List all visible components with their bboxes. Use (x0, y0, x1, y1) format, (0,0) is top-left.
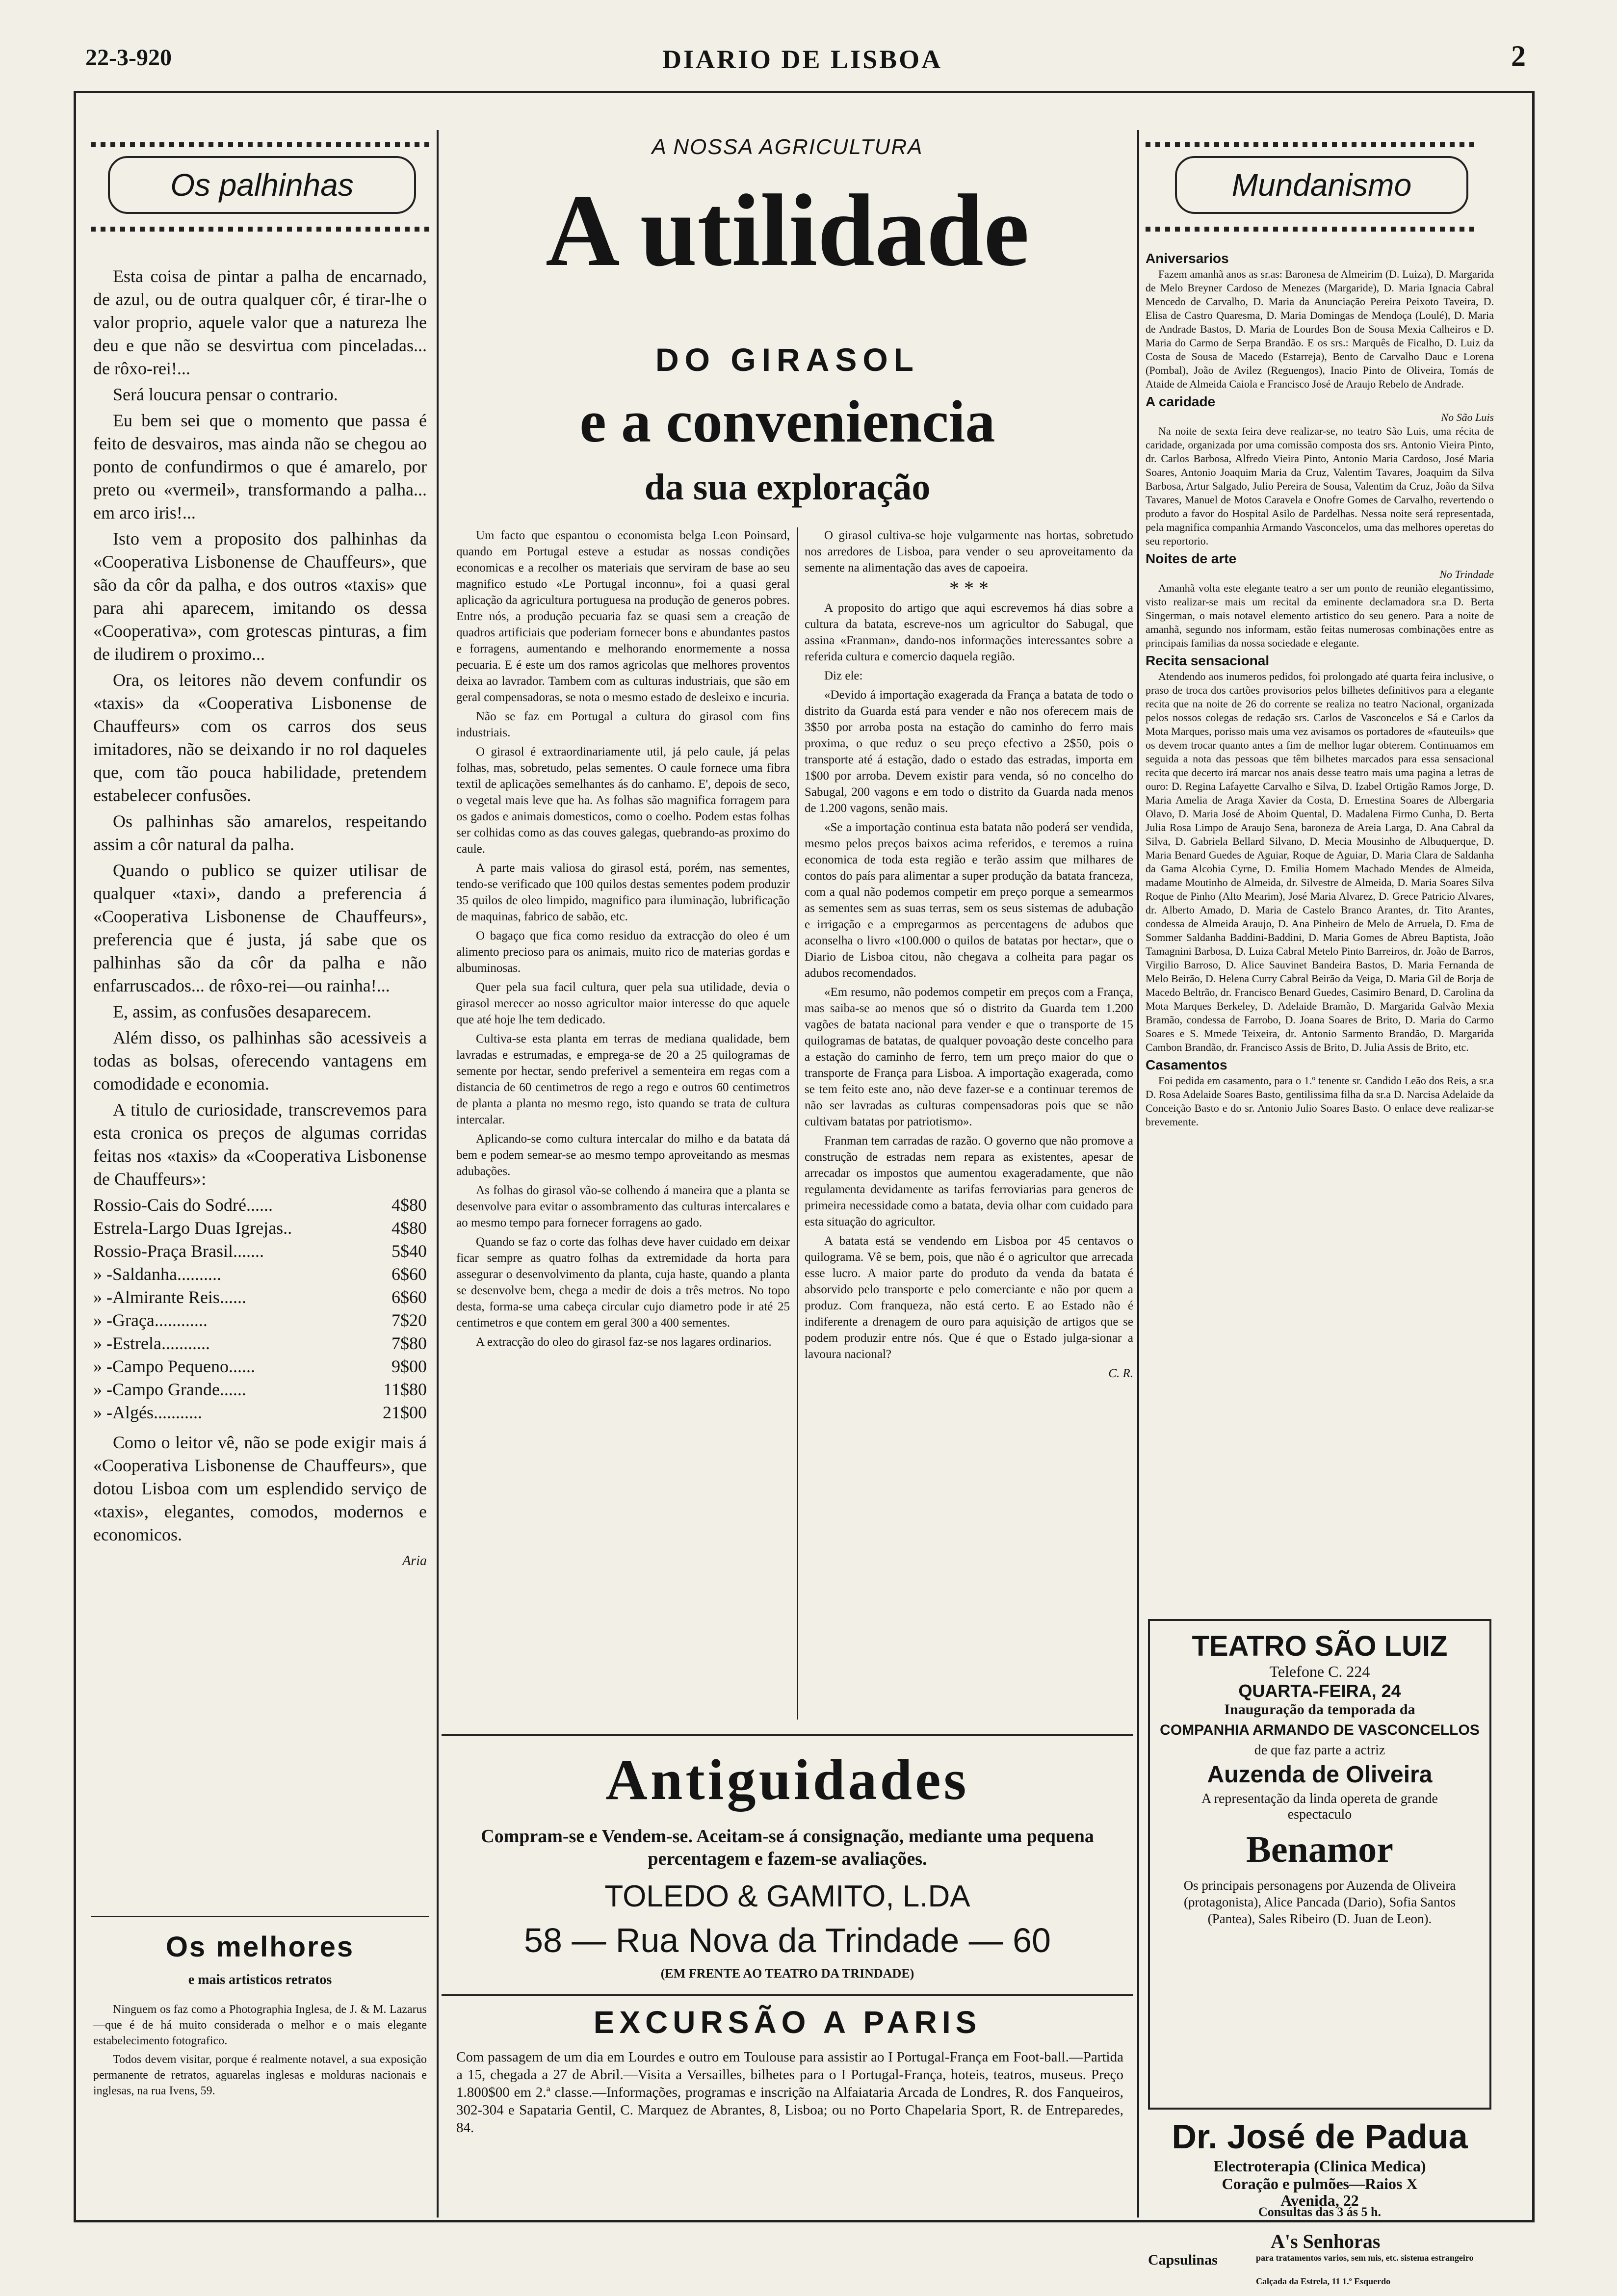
signature: C. R. (1108, 1367, 1133, 1380)
teatro-company: COMPANHIA ARMANDO DE VASCONCELLOS (1160, 1722, 1480, 1738)
paragraph: Quando se faz o corte das folhas deve haver cuidado em deixar ficar sempre as quatro folhas da extremidade da horta para assegurar o desenvolvimento da planta, cuja haste, quando a planta se desenvolve bem, chega a medir de dois a três metros. No topo desta, forma-se uma cabeça circular cujo diametro pode ir até 25 centimetros e que contem em geral 300 a 400 sementes. (456, 1235, 790, 1330)
paragraph: A titulo de curiosidade, transcrevemos para esta cronica os preços de algumas corridas feitas nos «taxis» da «Cooperativa Lisbonense de Chauffeurs»: (93, 1100, 427, 1189)
senhoras-addr: Calçada da Estrela, 11 1.º Esquerdo (1256, 2276, 1391, 2286)
senhoras-left: Capsulinas (1148, 2252, 1218, 2268)
paragraph: Fazem amanhã anos as sr.as: Baronesa de Almeirim (D. Luiza), D. Margarida de Melo Breyner Cardoso de Menezes (Margaride), D. Maria Ignacia Cabral Mencedo de Carvalho, D. Maria da Anunciação Pereira Peixoto Taveira, D. Elisa de Castro Quaresma, D. Maria Domingas de Mendoça (Loulé), D. Maria de Andrade Bastos, D. Maria de Lourdes Bon de Sousa Mexia Calheiros e D. Maria do Carmo de Serpa Brandão. E os srs.: Marquês de Ficalho, D. Luiz da Costa de Sousa de Macedo (Estarreja), Bento de Carvalho Dauc e Lorena (Pombal), João de Avilez (Reguengos), Inacio Pinto de Oliveira, Tomás de Ataide de Almeida Caiola e Francisco José de Araujo Rebelo de Andrade. (1146, 268, 1494, 390)
teatro-ad (1148, 1619, 1491, 2110)
paragraph: Ninguem os faz como a Photographia Inglesa, de J. & M. Lazarus—que é de há muito considerada o melhor e o mais elegante estabelecimento fotografico. (93, 2003, 427, 2047)
mundanismo-title: Mundanismo (1231, 167, 1412, 203)
article-kicker: A NOSSA AGRICULTURA (652, 135, 923, 159)
divider (442, 1994, 1133, 1996)
table-row (93, 1378, 427, 1401)
teatro-phone: Telefone C. 224 (1269, 1663, 1370, 1680)
divider (91, 1916, 429, 1917)
section-stars: * * * (949, 577, 989, 599)
page-number: 2 (1511, 40, 1526, 72)
teatro-play: Benamor (1246, 1829, 1393, 1870)
antiguidades-note: (EM FRENTE AO TEATRO DA TRINDADE) (660, 1966, 914, 1981)
fares-table (93, 1194, 427, 1424)
teatro-rep: A representação da linda opereta de grande espectaculo (1201, 1791, 1438, 1822)
paragraph: Diz ele: (824, 669, 863, 682)
senhoras-title: A's Senhoras (1271, 2230, 1381, 2252)
route: Estrela-Largo Duas Igrejas.. (93, 1218, 292, 1238)
column-rule-left (437, 130, 439, 2218)
paris-title: EXCURSÃO A PARIS (593, 2005, 982, 2040)
paragraph: Cultiva-se esta planta em terras de mediana qualidade, bem lavradas e estrumadas, e emprega-se de 20 a 25 quilogramas de semente por hectar, sendo preferivel a sementeira em regas com a distancia de 60 centimetros de rego a rego e outros 60 centimetros de planta a planta no mesmo rego, isto quando se trata de cultura intercalar. (456, 1032, 790, 1126)
table-row (93, 1286, 427, 1309)
paragraph: Na noite de sexta feira deve realizar-se, no teatro São Luis, uma récita de caridade, organizada por uma comissão composta dos srs. Antonio Vieira Pinto, dr. Carlos Barbosa, Alfredo Vieira Pinto, Antonio Maria Cardoso, José Maria Soares, Antonio Joaquim Maria da Cruz, Valentim Tavares, Joaquim da Silva Barbosa, Artur Salgado, Julio Pereira de Sousa, Valentim da Cruz, João da Silva Tavares, Manuel de Motos Caravela e Onofre Gomes de Carvalho, revertendo o produto a favor do Hospital Asilo de Pardelhas. Nessa noite será representada, pela magnifica companhia Armando Vasconcelos, uma das melhores operetas do seu reportorio. (1146, 425, 1494, 547)
table-row (93, 1263, 427, 1286)
price: 9$00 (391, 1357, 427, 1376)
melhores-article (93, 2002, 427, 2102)
paragraph: Um facto que espantou o economista belga Leon Poinsard, quando em Portugal esteve a estudar as nossas condições economicas e a recolher os materiais que serviram de base ao seu magnifico estudo «Le Portugal inconnu», foi a quasi geral aplicação da agricultura portuguesa na produção de generos pobres. Entre nós, a produção pecuaria faz se quasi sem a creação de quadros artificiais que poderiam fornecer bons e abundantes pastos e forragens, aumentando e melhorando enormemente a nossa pecuaria. E é este um dos ramos agricolas que melhores proventos deixa ao lavrador. Tambem com as culturas industriais, que são em geral compensadoras, se nota o mesmo estado de desleixo e incuria. (456, 529, 790, 704)
paragraph: Ora, os leitores não devem confundir os «taxis» da «Cooperativa Lisbonense de Chauffeurs» com os carros dos seus imitadores, não se deixando ir no rol daqueles que, com tão pouca habilidade, pretendem estabelecer confusões. (93, 670, 427, 805)
route: » -Algés........... (93, 1403, 202, 1422)
mundanismo-title-box (1175, 156, 1468, 214)
paragraph: Como o leitor vê, não se pode exigir mais á «Cooperativa Lisbonense de Chauffeurs», que dotou Lisboa com um esplendido serviço de «taxis», elegantes, comodos, modernos e economicos. (93, 1433, 427, 1544)
paragraph: O girasol é extraordinariamente util, já pelo caule, já pelas folhas, mas, sobretudo, pelas sementes. O caule fornece uma fibra textil de aplicações semelhantes ás do canhamo. E', depois de seco, o vegetal mais leve que ha. As folhas são magnifica forragem para os gados e animais domesticos, como o coelho. Podem estas folhas ser colhidas como as das couves galegas, quebrando-as proximo do caule. (456, 745, 790, 856)
section-heading: Casamentos (1146, 1057, 1227, 1072)
section-heading: A caridade (1146, 394, 1216, 409)
padua-line: Electroterapia (Clinica Medica) (1213, 2157, 1426, 2175)
route: » -Saldanha.......... (93, 1264, 221, 1284)
antiguidades-firm: TOLEDO & GAMITO, L.DA (604, 1879, 970, 1913)
route: » -Graça............ (93, 1310, 208, 1330)
route: » -Almirante Reis...... (93, 1287, 246, 1307)
padua-name: Dr. José de Padua (1172, 2117, 1468, 2156)
price: 6$60 (391, 1287, 427, 1307)
teatro-day: QUARTA-FEIRA, 24 (1238, 1681, 1401, 1701)
paragraph: Os palhinhas são amarelos, respeitando assim a côr natural da palha. (93, 811, 427, 854)
padua-line: Consultas das 3 ás 5 h. (1258, 2205, 1381, 2219)
padua-line: Avenida, 22 (1280, 2192, 1359, 2209)
price: 5$40 (391, 1241, 427, 1261)
table-row (93, 1332, 427, 1355)
paragraph: Atendendo aos inumeros pedidos, foi prolongado até quarta feira inclusive, o praso de troca dos cartões provisorios pelos bilhetes definitivos para a elegante recita que na noite de 26 do corrente se realiza no teatro Nacional, organizada pelos nossos colegas de redação srs. Carlos de Vasconcelos e Sá e Carlos da Mota Marques, porisso mais uma vez avisamos os portadores de «fauteuils» que os devem trocar quanto antes a fim de melhor lugar obterem. Continuamos em seguida a nota das pessoas que têm bilhetes marcados para essa sensacional recita que decerto irá marcar nos anais desse teatro mais uma pagina a letras de ouro: D. Regina Lafayette Carvalho e Silva, D. Izabel Ortigão Ramos Jorge, D. Maria Amelia de Araga Xavier da Costa, D. Ernestina Soares de Albergaria Olavo, D. Maria José de Aboim Quental, D. Madalena Firmo Cunha, D. Berta Julia Rosa Limpo de Araujo Sena, baroneza de Areia Larga, D. Ana Cabral da Silva, D. Gabriela Bellard Silvano, D. Mecia Mousinho de Albuquerque, D. Maria Benard Guedes de Aguiar, Roque de Aguiar, D. Maria Clara de Saldanha da Gama Alcobia Cyrne, D. Emilia Homem Machado Mendes de Almeida, madame Moutinho de Almeida, dr. Silvestre de Almeida, D. Maria Soares Silva Roque de Pinho (Alto Mearim), José Maria Alvarez, D. Grece Patricio Alvares, dr. Alberto Amado, D. Maria de Castelo Branco Arantes, dr. Tito Arantes, condessa de Almeida Araujo, D. Ana Pinheiro de Melo de Arruela, D. Ema de Sommer Saldanha Baddini-Baddini, D. Maria Gomes de Abreu Baptista, João Tamagnini Barbosa, D. Luiza Cabral Metelo Pinto Barreiros, dr. João de Barros, Virgilio Barroso, D. Alice Sauvinet Bandeira Bastos, D. Maria Fernanda de Melo Beirão, D. Helena Curry Cabral Beirão da Veiga, D. Maria Gil de Borja de Macedo Beltrão, dr. Francisco Benard Guedes, Casimiro Benard, D. Carolina da Mota Marques Berkeley, D. Adelaide Bramão, D. Margarida Galvão Mexia Bramão, condessa de Farrobo, D. Joana Soares de Brito, D. Maria do Carmo Soares e S. Mmede Teixeira, dr. Antonio Sarmento Brandão, D. Margarida Cambon Brandão, dr. Francisco Assis de Brito, D. Julia Assis de Brito, etc. (1146, 670, 1494, 1053)
paragraph: «Em resumo, não podemos competir em preços com a França, mas saiba-se ao menos que só o distrito da Guarda tem 1.200 vagões de batata nacional para vender e que o transporte de 15 quilogramas de batatas, de qualquer povoação deste concelho para a estação do caminho de ferro, tem um preço maior do que o transporte de França para Lisboa. A importação exagerada, como se tem feito este ano, não deve fazer-se e a continuar teremos de não ser lavradas as culturas compensadoras pois que se não cultivam batatas por patriotismo». (805, 986, 1133, 1128)
paragraph: Será loucura pensar o contrario. (113, 385, 338, 404)
paris-text: Com passagem de um dia em Lourdes e outro em Toulouse para assistir ao I Portugal-França em Foot-ball.—Partida a 15, chegada a 27 de Abril.—Visita a Versailles, bilhetes para o I Portugal-França, hoteis, teatros, museus. Preço 1.800$00 em 2.ª classe.—Informações, programas e inscrição na Alfaiataria Arcada de Londres, R. dos Fanqueiros, 302-304 e Sapataria Gentil, C. Marquez de Abrantes, 8, Lisboa; ou no Porto Chapelaria Sport, R. de Entreparedes, 84. (456, 2049, 1123, 2136)
masthead (74, 34, 1526, 78)
paragraph: O girasol cultiva-se hoje vulgarmente nas hortas, sobretudo nos arredores de Lisboa, para vender o seu aproveitamento da semente na alimentação das aves de capoeira. (805, 529, 1133, 574)
padua-line: Coração e pulmões—Raios X (1222, 2175, 1418, 2192)
table-row (93, 1401, 427, 1424)
paragraph: Todos devem visitar, porque é realmente notavel, a sua exposição permanente de retratos, aguarelas inglesas e molduras nacionais e inglesas, na rua Ivens, 59. (93, 2053, 427, 2097)
inner-column-rule (797, 527, 798, 1720)
decor-dots (1146, 227, 1474, 232)
palhinhas-article (93, 265, 427, 1572)
section-place: No Trindade (1439, 568, 1494, 580)
headline-utilidade: A utilidade (545, 174, 1030, 287)
paragraph: «Se a importação continua esta batata não poderá ser vendida, mesmo pelos preços baixos acima referidos, e teremos a ruina economica de toda esta região e terão assim que milhares de contos do país para alimentar a super produção da batata franceza, com a qual não podemos competir em preço porque a semearmos as sementes sem as suas terras, sem os seus sistemas de adubação e irrigação e a empregarmos as percentagens de adubos que aconselha o livro «100.000 o quilos de batatas por hectar», que o Diario de Lisboa citou, não chegava a colheita para pagar os adubos recomendados. (805, 821, 1133, 980)
price: 7$80 (391, 1333, 427, 1353)
paragraph: Aplicando-se como cultura intercalar do milho e da batata dá bem e podem semear-se ao mesmo tempo aproveitando as mesmas adubações. (456, 1132, 790, 1178)
section-heading: Recita sensacional (1146, 653, 1270, 668)
price: 11$80 (383, 1380, 427, 1399)
price: 4$80 (391, 1218, 427, 1238)
paragraph: «Devido á importação exagerada da França a batata de todo o distrito da Guarda está para vender e não nos oferecem mais de 3$50 por arroba posta na estação do caminho do ferro mais proxima, o que reduz o seu preço efectivo a 2$50, pois o transporte até á estação, dado o estado das estradas, importa em 1$00 por arroba. Devem existir para venda, só no concelho do Sabugal, 200 vagons e em todo o distrito da Guarda nada menos de 1.200 vagons, senão mais. (805, 688, 1133, 815)
agricultura-right-column (805, 527, 1133, 1382)
paragraph: Além disso, os palhinhas são acessiveis a todas as bolsas, oferecendo vantagens em comodidade e economia. (93, 1028, 427, 1094)
paragraph: Isto vem a proposito dos palhinhas da «Cooperativa Lisbonense de Chauffeurs», que são da côr da palha, e dos outros «taxis» que para ahi aparecem, imitando os dessa «Cooperativa», com grotescas pinturas, a fim de iludirem o proximo... (93, 529, 427, 664)
table-row (93, 1217, 427, 1240)
palhinhas-title: Os palhinhas (170, 167, 354, 203)
decor-dots (91, 227, 429, 232)
column-rule-right (1137, 130, 1139, 2218)
price: 21$00 (383, 1403, 427, 1422)
issue-date: 22-3-920 (85, 45, 172, 71)
section-place: No São Luis (1441, 411, 1494, 423)
decor-dots (91, 142, 429, 147)
table-row (93, 1355, 427, 1378)
paragraph: Amanhã volta este elegante teatro a ser um ponto de reunião elegantissimo, visto realizar-se mais um recital da eminente declamadora sr.a D. Berta Singerman, o mais notavel elemento artistico do seu genero. Para a noite de amanhã, segundo nos informam, estão feitas numerosas combinações entre as principais familias da nossa sociedade e elegante. (1146, 582, 1494, 649)
newspaper-name: DIARIO DE LISBOA (662, 45, 943, 74)
headline-conveniencia: e a conveniencia (579, 389, 995, 455)
paragraph: Franman tem carradas de razão. O governo que não promove a construção de estradas nem repara as existentes, apesar de arrecadar os impostos que aumentou exageradamente, que não regulamenta devidamente as tarifas ferroviarias para generos de primeira necessidade como a batata, devia olhar com cuidado para esta situação do agricultor. (805, 1134, 1133, 1228)
mundanismo-column (1146, 248, 1494, 1130)
teatro-cast: Os principais personagens por Auzenda de Oliveira (protagonista), Alice Pancada (Dario), Sofia Santos (Pantea), Sales Ribeiro (D. Juan de Leon). (1183, 1878, 1456, 1926)
route: » -Campo Pequeno...... (93, 1357, 255, 1376)
headline-girasol: DO GIRASOL (655, 341, 919, 378)
price: 6$60 (391, 1264, 427, 1284)
paragraph: Foi pedida em casamento, para o 1.º tenente sr. Candido Leão dos Reis, a sr.a D. Rosa Adelaide Soares Basto, gentilissima filha da sr.a D. Narcisa Adelaide da Conceição Basto e do sr. Antonio Julio Soares Basto. O enlace deve realizar-se brevemente. (1146, 1074, 1494, 1128)
paragraph: A proposito do artigo que aqui escrevemos há dias sobre a cultura da batata, escreve-nos um agricultor do Sabugal, que assina «Franman», dando-nos informações interessantes sobre a referida cultura e comercio daquela região. (805, 601, 1133, 663)
price: 7$20 (391, 1310, 427, 1330)
route: » -Campo Grande...... (93, 1380, 246, 1399)
headline-exploracao: da sua exploração (644, 467, 931, 508)
paragraph: Eu bem sei que o momento que passa é feito de desvairos, mas ainda não se chegou ao ponto de confundirmos o que é amarelo, por preto ou «vermeil», transformando a palha... em arco iris!... (93, 411, 427, 522)
paragraph: As folhas do girasol vão-se colhendo á maneira que a planta se desenvolve para evitar o assombramento das culturas intercalares e ao mesmo tempo para fornecer forragens ao gado. (456, 1184, 790, 1229)
table-row (93, 1240, 427, 1263)
paragraph: Não se faz em Portugal a cultura do girasol com fins industriais. (456, 710, 790, 739)
teatro-title: TEATRO SÃO LUIZ (1192, 1630, 1448, 1662)
teatro-actress-intro: de que faz parte a actriz (1254, 1743, 1385, 1758)
antiguidades-title: Antiguidades (605, 1748, 969, 1812)
paragraph: Esta coisa de pintar a palha de encarnado, de azul, ou de outra qualquer côr, é tirar-lhe o valor proprio, aquele valor que a natureza lhe deu e que não se desvirtua com pinceladas... de rôxo-rei!... (93, 266, 427, 378)
route: » -Estrela........... (93, 1333, 210, 1353)
section-heading: Aniversarios (1146, 251, 1229, 266)
route: Rossio-Cais do Sodré...... (93, 1195, 273, 1215)
palhinhas-title-box (108, 156, 416, 214)
paragraph: A batata está se vendendo em Lisboa por 45 centavos o quilograma. Vê se bem, pois, que não é o agricultor que arrecada esse lucro. A maior parte do produto da venda da batata é absorvido pelo transporte e pelo comerciante e não por quem a produz. Com franqueza, não está certo. E ao Estado não é indiferente a drenagem de ouro para aquisição de artigos que se podem produzir entre nós. Que é que o Estado julga-sionar a lavoura nacional? (805, 1234, 1133, 1361)
melhores-subtitle: e mais artisticos retratos (188, 1972, 332, 1987)
table-row (93, 1309, 427, 1332)
paragraph: A extracção do oleo do girasol faz-se nos lagares ordinarios. (476, 1335, 772, 1349)
divider (442, 1734, 1133, 1736)
antiguidades-line: Compram-se e Vendem-se. Aceitam-se á consignação, mediante uma pequena percentagem e fazem-se avaliações. (481, 1826, 1094, 1869)
melhores-title: Os melhores (165, 1931, 355, 1963)
paragraph: Quando o publico se quizer utilisar de qualquer «taxi», dando a preferencia á «Cooperativa Lisbonense de Chauffeurs», preferencia que é justa, já sabe que os palhinhas são da côr da palha e não enfarruscados... de rôxo-rei—ou rainha!... (93, 861, 427, 995)
paragraph: Quer pela sua facil cultura, quer pela sua utilidade, devia o girasol merecer ao nosso agricultor maior interesse do que aquele que até hoje lhe tem dedicado. (456, 981, 790, 1026)
teatro-actress: Auzenda de Oliveira (1207, 1762, 1433, 1788)
senhoras-text: para tratamentos varios, sem mis, etc. sistema estrangeiro (1256, 2253, 1474, 2263)
agricultura-left-column (456, 527, 790, 1353)
paragraph: A parte mais valiosa do girasol está, porém, nas sementes, tendo-se verificado que 100 quilos destas sementes podem produzir 35 quilos de oleo limpido, magnifico para iluminação, lubrificação de maquinas, fabrico de sabão, etc. (456, 861, 790, 923)
route: Rossio-Praça Brasil....... (93, 1241, 264, 1261)
price: 4$80 (391, 1195, 427, 1215)
table-row (93, 1194, 427, 1217)
signature: Aria (402, 1553, 427, 1568)
antiguidades-address: 58 — Rua Nova da Trindade — 60 (524, 1921, 1051, 1959)
decor-dots (1146, 142, 1474, 147)
paragraph: O bagaço que fica como residuo da extracção do oleo é um alimento precioso para os animais, muito rico de materias gordas e albuminosas. (456, 929, 790, 975)
teatro-intro: Inauguração da temporada da (1224, 1701, 1415, 1718)
paragraph: E, assim, as confusões desaparecem. (113, 1002, 371, 1021)
section-heading: Noites de arte (1146, 551, 1237, 566)
